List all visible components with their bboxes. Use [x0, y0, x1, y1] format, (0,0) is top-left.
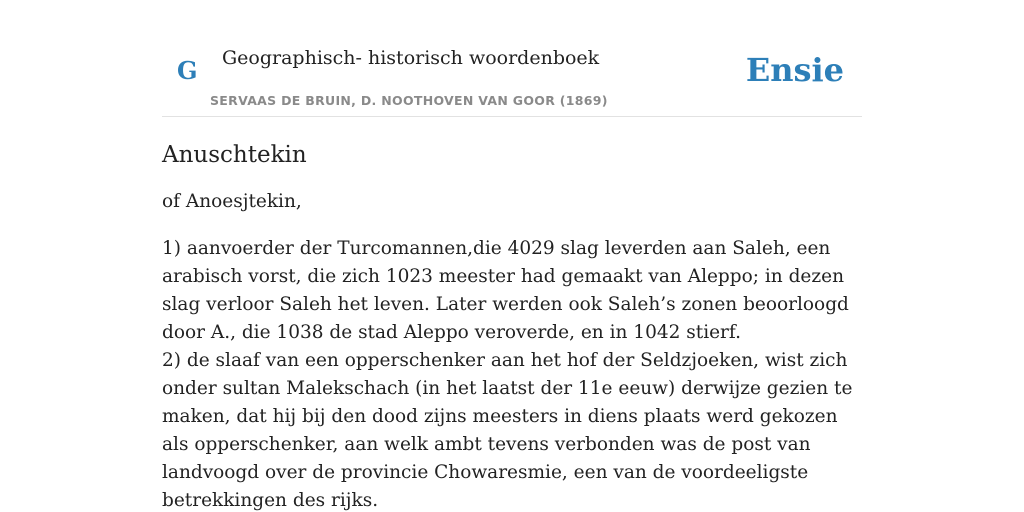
ensie-logo[interactable]: Ensie	[745, 51, 844, 89]
book-author: SERVAAS DE BRUIN, D. NOOTHOVEN VAN GOOR (1869)	[210, 93, 608, 108]
entry-paragraph: 2) de slaaf van een opperschenker aan het hof der Seldzjoeken, wist zich onder sultan Malekschach (in het laatst der 11e eeuw) derwijze gezien te maken, dat hij bij den dood zijns meesters in diens plaats werd gekozen als opperschenker, aan welk ambt tevens verbonden was de post van landvoogd over de provincie Chowaresmie, een van de voordeeligste betrekkingen des rijks.	[162, 350, 853, 511]
entry-title: Anuschtekin	[162, 142, 307, 168]
book-title-link[interactable]: Geographisch- historisch woordenboek	[222, 47, 600, 69]
dictionary-logo[interactable]: G	[177, 56, 198, 85]
entry-body	[162, 235, 862, 512]
entry-alias: of Anoesjtekin,	[162, 191, 302, 212]
entry-paragraph: 1) aanvoerder der Turcomannen,die 4029 slag leverden aan Saleh, een arabisch vorst, die zich 1023 meester had gemaakt van Aleppo; in dezen slag verloor Saleh het leven. Later werden ook Saleh’s zonen beoorloogd door A., die 1038 de stad Aleppo veroverde, en in 1042 stierf.	[162, 238, 849, 343]
entry-content	[162, 138, 862, 512]
dictionary-header	[162, 0, 862, 117]
